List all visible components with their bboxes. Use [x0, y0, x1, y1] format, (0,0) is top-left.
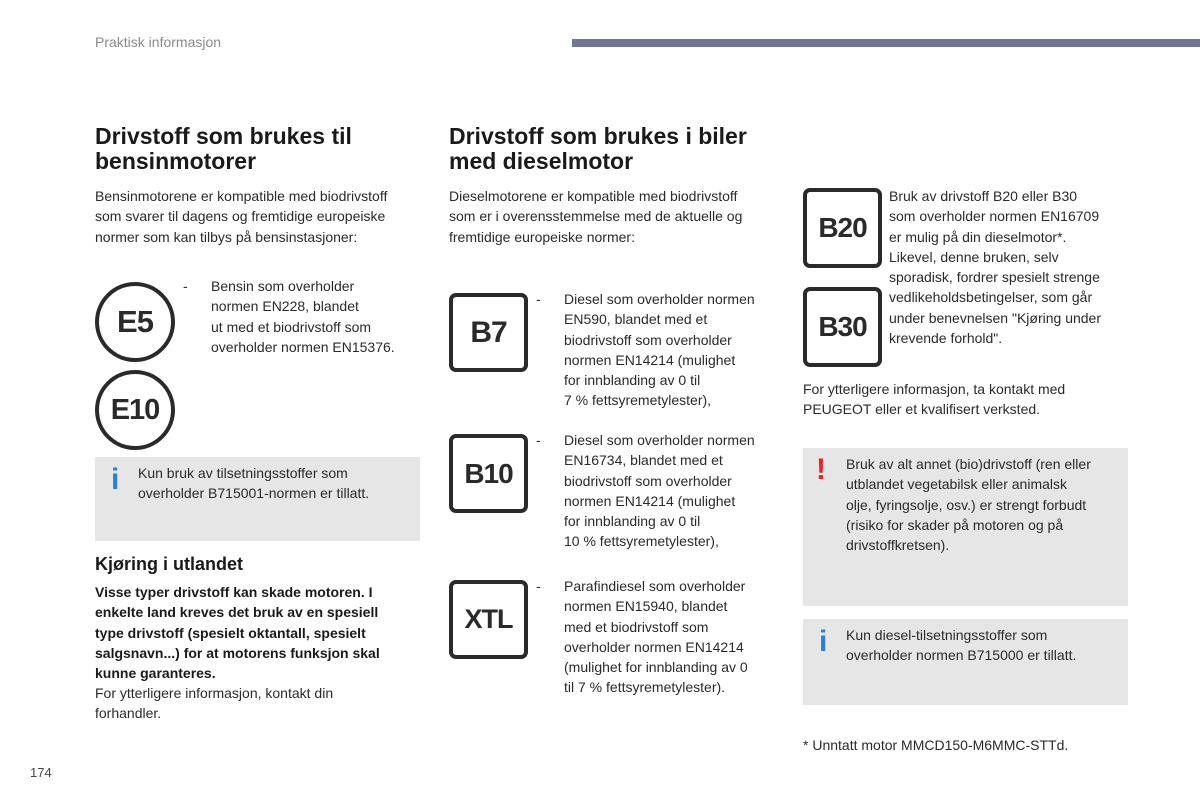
- b30-badge-icon: [803, 287, 882, 367]
- xtl-item-line: normen EN15940, blandet: [564, 598, 728, 615]
- b20-text-line: Likevel, denne bruken, selv: [889, 248, 1059, 265]
- e10-badge-label: E10: [110, 393, 160, 426]
- xtl-badge-label: XTL: [464, 604, 513, 634]
- contact-text: [803, 379, 1065, 420]
- section-header: Praktisk informasjon: [95, 34, 222, 50]
- diesel-info-line: Kun diesel-tilsetningsstoffer som: [846, 627, 1048, 643]
- b20-text-line: under benevnelsen "Kjøring under: [889, 309, 1101, 326]
- info-icon: i: [819, 625, 828, 658]
- gasoline-title-line-2: bensinmotorer: [95, 148, 257, 174]
- b7-badge-label: B7: [470, 315, 507, 349]
- abroad-contact-line: forhandler.: [95, 705, 162, 722]
- b10-badge-label: B10: [464, 457, 513, 489]
- b20-text-line: som overholder normen EN16709: [889, 208, 1100, 225]
- gasoline-intro-line: normer som kan tilbys på bensinstasjoner:: [95, 228, 358, 245]
- list-dash: -: [536, 432, 541, 448]
- list-dash: -: [183, 278, 188, 294]
- b7-item-line: for innblanding av 0 til: [564, 372, 701, 389]
- e5-item-line: overholder normen EN15376.: [211, 338, 395, 355]
- abroad-bold-line: salgsnavn...) for at motorens funksjon skal: [95, 644, 380, 661]
- gasoline-info-line: overholder B715001-normen er tillatt.: [138, 485, 370, 502]
- xtl-item-line: med et biodrivstoff som: [564, 618, 709, 635]
- gasoline-title-line-1: Drivstoff som brukes til: [95, 123, 352, 149]
- xtl-list-item: [536, 576, 781, 700]
- e5-badge-label: E5: [117, 304, 153, 339]
- xtl-item-line: (mulighet for innblanding av 0: [564, 659, 748, 676]
- b10-item-line: biodrivstoff som overholder: [564, 472, 732, 489]
- b7-item-line: Diesel som overholder normen: [564, 291, 755, 307]
- b10-item-line: 10 % fettsyremetylester),: [564, 533, 719, 550]
- diesel-info-note: [803, 619, 1128, 705]
- contact-line: For ytterligere informasjon, ta kontakt med: [803, 381, 1066, 397]
- xtl-item-line: til 7 % fettsyremetylester).: [564, 679, 726, 696]
- e5-item-line: normen EN228, blandet: [211, 298, 359, 315]
- b10-item-line: normen EN14214 (mulighet: [564, 492, 736, 509]
- b7-badge-icon: [449, 293, 528, 372]
- abroad-contact-line: For ytterligere informasjon, kontakt din: [95, 685, 334, 701]
- diesel-title: [449, 124, 747, 174]
- info-icon: i: [111, 463, 120, 496]
- b7-list-item: [536, 289, 781, 413]
- xtl-item-line: overholder normen EN14214: [564, 638, 744, 655]
- xtl-item-line: Parafindiesel som overholder: [564, 578, 746, 594]
- diesel-intro: [449, 186, 742, 247]
- warning-line: (risiko for skader på motoren og på: [846, 516, 1064, 533]
- b10-item-line: EN16734, blandet med et: [564, 452, 723, 469]
- b10-badge-icon: [449, 434, 528, 513]
- fuel-warning-note: [803, 448, 1128, 606]
- gasoline-intro: [95, 186, 387, 247]
- xtl-badge-icon: [449, 580, 528, 659]
- b20-text-line: er mulig på din dieselmotor*.: [889, 228, 1067, 245]
- b7-item-line: EN590, blandet med et: [564, 311, 708, 328]
- abroad-bold-line: enkelte land kreves det bruk av en spesiell: [95, 604, 379, 621]
- gasoline-intro-line: Bensinmotorene er kompatible med biodrivstoff: [95, 188, 388, 204]
- warning-line: olje, fyringsolje, osv.) er strengt forbudt: [846, 496, 1087, 513]
- warning-line: utblandet vegetabilsk eller animalsk: [846, 476, 1068, 493]
- list-dash: -: [536, 578, 541, 594]
- warning-line: Bruk av alt annet (bio)drivstoff (ren eller: [846, 456, 1091, 472]
- diesel-intro-line: som er i overensstemmelse med de aktuelle og: [449, 208, 743, 225]
- abroad-contact-text: [95, 683, 333, 724]
- warning-icon: !: [816, 453, 826, 486]
- abroad-title: Kjøring i utlandet: [95, 554, 243, 574]
- e5-badge-icon: [95, 282, 175, 362]
- b20-text-line: vedlikeholdsbetingelser, som går: [889, 289, 1093, 306]
- b20-badge-label: B20: [818, 212, 867, 243]
- b20-text-line: Bruk av drivstoff B20 eller B30: [889, 188, 1078, 204]
- gasoline-title: [95, 124, 352, 174]
- b10-list-item: [536, 430, 781, 554]
- gasoline-info-note: [95, 457, 420, 541]
- contact-line: PEUGEOT eller et kvalifisert verksted.: [803, 401, 1041, 418]
- diesel-intro-line: fremtidige europeiske normer:: [449, 228, 635, 245]
- gasoline-intro-line: som svarer til dagens og fremtidige europeiske: [95, 208, 386, 225]
- abroad-bold-line: Visse typer drivstoff kan skade motoren. I: [95, 584, 373, 600]
- b30-badge-label: B30: [818, 311, 867, 342]
- b7-item-line: normen EN14214 (mulighet: [564, 351, 736, 368]
- gasoline-info-line: Kun bruk av tilsetningsstoffer som: [138, 465, 348, 481]
- abroad-bold-line: kunne garanteres.: [95, 665, 216, 682]
- e10-badge-icon: [95, 370, 175, 450]
- b7-item-line: 7 % fettsyremetylester),: [564, 392, 712, 409]
- warning-line: drivstoffkretsen).: [846, 537, 950, 554]
- e5-list-item: [183, 276, 423, 358]
- b7-item-line: biodrivstoff som overholder: [564, 331, 732, 348]
- b20-text-line: sporadisk, fordrer spesielt strenge: [889, 269, 1100, 286]
- b10-item-line: Diesel som overholder normen: [564, 432, 755, 448]
- diesel-info-line: overholder normen B715000 er tillatt.: [846, 647, 1077, 664]
- e5-item-line: ut med et biodrivstoff som: [211, 318, 372, 335]
- b20-badge-icon: [803, 188, 882, 268]
- b20-text-line: krevende forhold".: [889, 330, 1003, 347]
- header-bar: [572, 39, 1200, 47]
- list-dash: -: [536, 291, 541, 307]
- abroad-warning-text: [95, 582, 380, 683]
- b20-b30-text: [889, 186, 1101, 348]
- page-number: 174: [30, 765, 52, 780]
- diesel-title-line-1: Drivstoff som brukes i biler: [449, 123, 747, 149]
- abroad-bold-line: type drivstoff (spesielt oktantall, spesielt: [95, 624, 366, 641]
- e5-item-line: Bensin som overholder: [211, 278, 355, 294]
- footnote: * Unntatt motor MMCD150-M6MMC-STTd.: [803, 737, 1069, 753]
- b10-item-line: for innblanding av 0 til: [564, 513, 701, 530]
- diesel-intro-line: Dieselmotorene er kompatible med biodrivstoff: [449, 188, 738, 204]
- diesel-title-line-2: med dieselmotor: [449, 148, 634, 174]
